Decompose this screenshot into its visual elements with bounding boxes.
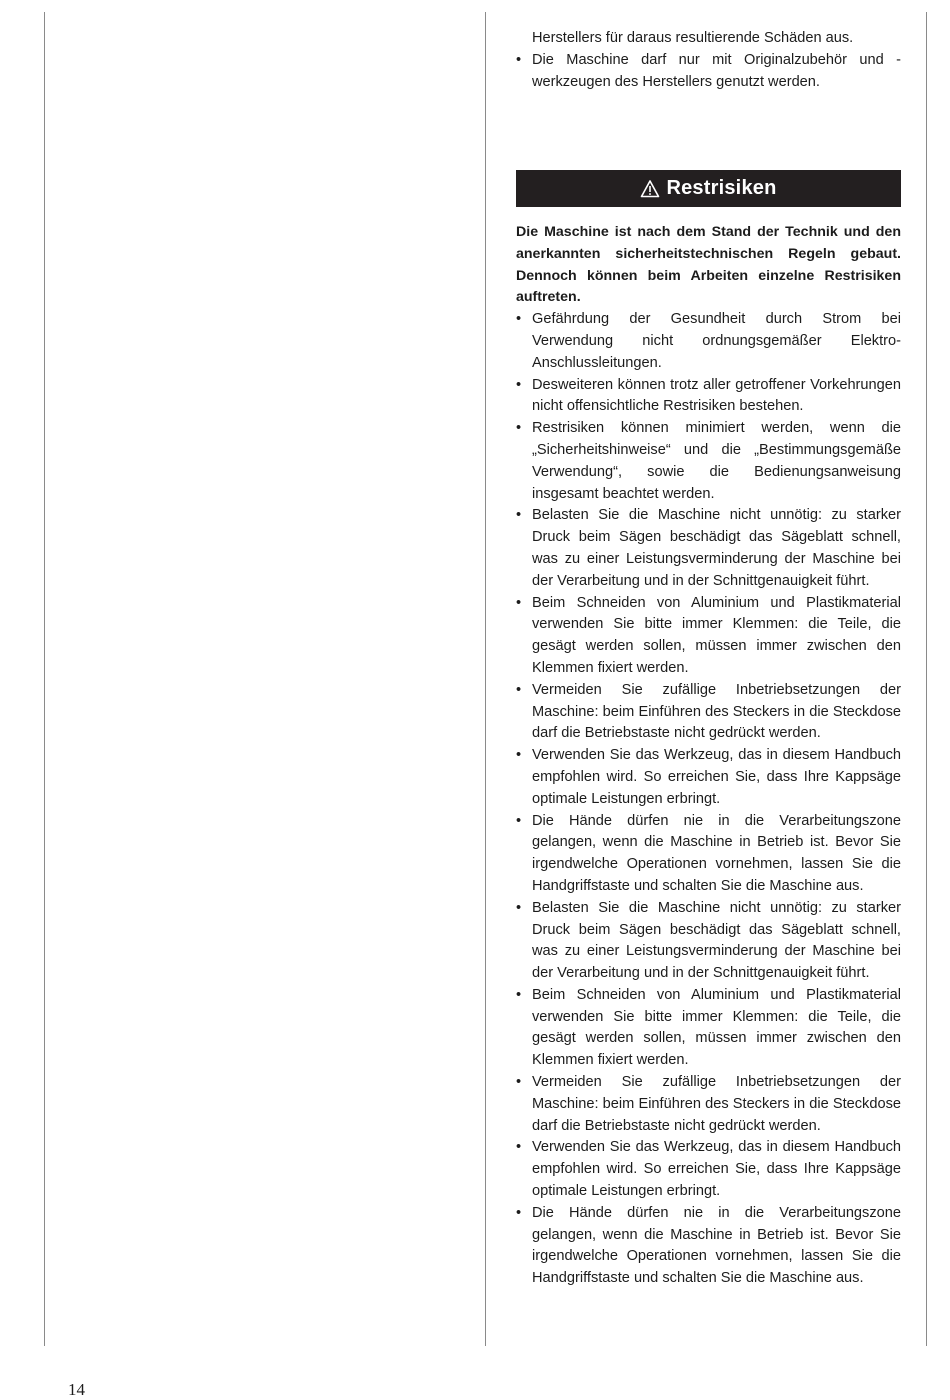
list-item-text: Verwenden Sie das Werkzeug, das in diesem Handbuch empfohlen wird. So erreichen Sie, dass Ihre Kappsäge optimale Leistungen erbringt.: [532, 1139, 901, 1200]
list-item: [516, 375, 901, 419]
list-item: [516, 898, 901, 985]
list-item-text: Die Hände dürfen nie in die Verarbeitungszone gelangen, wenn die Maschine in Betrieb ist. Bevor Sie irgendwelche Operationen vornehmen, lassen Sie die Handgriffstaste und schalten Sie die Maschine aus.: [532, 1204, 901, 1287]
section-heading-bar: [516, 170, 901, 207]
bullet-symbol: •: [516, 594, 522, 611]
list-item-text: Beim Schneiden von Aluminium und Plastikmaterial verwenden Sie bitte immer Klemmen: die Teile, die gesägt werden sollen, müssen immer zwischen den Klemmen fixiert werden.: [532, 594, 901, 676]
list-item-text: Verwenden Sie das Werkzeug, das in diesem Handbuch empfohlen wird. So erreichen Sie, dass Ihre Kappsäge optimale Leistungen erbringt.: [532, 747, 901, 807]
list-item-text: Belasten Sie die Maschine nicht unnötig: zu starker Druck beim Sägen beschädigt das Sägeblatt schnell, was zu einer Leistungsverminderung der Maschine bei der Verarbeitung und in der Schnittgenauigkeit führt.: [532, 507, 901, 589]
bullet-symbol: •: [516, 1139, 522, 1156]
list-item-text: Die Maschine darf nur mit Originalzubehör und -werkzeugen des Herstellers genutzt werden.: [532, 51, 901, 90]
list-item: [516, 50, 901, 94]
list-item-text: Gefährdung der Gesundheit durch Strom bei Verwendung nicht ordnungsgemäßer Elektro-Anschlussleitungen.: [532, 311, 901, 371]
top-text-block: [516, 28, 901, 93]
bullet-symbol: •: [516, 899, 522, 916]
bullet-symbol: •: [516, 986, 522, 1003]
list-item-text: Vermeiden Sie zufällige Inbetriebsetzungen der Maschine: beim Einführen des Steckers in die Steckdose darf die Betriebstaste nicht gedrückt werden.: [532, 1074, 901, 1134]
list-item: [516, 593, 901, 680]
list-item-text: Restrisiken können minimiert werden, wenn die „Sicherheitshinweise“ und die „Bestimmungsgemäße Verwendung“, sowie die Bedienungsanweisung insgesamt beachtet werden.: [532, 420, 901, 502]
list-item: [516, 309, 901, 374]
bullet-symbol: •: [516, 747, 522, 764]
list-item: [516, 505, 901, 592]
bullet-symbol: •: [516, 507, 522, 524]
bullet-symbol: •: [516, 51, 522, 68]
list-item: [516, 1072, 901, 1137]
list-item-text: Vermeiden Sie zufällige Inbetriebsetzungen der Maschine: beim Einführen des Steckers in die Steckdose darf die Betriebstaste nicht gedrückt werden.: [532, 681, 901, 742]
column-divider-rule: [485, 12, 486, 1346]
list-item-text: Desweiteren können trotz aller getroffener Vorkehrungen nicht offensichtliche Restrisiken bestehen.: [532, 376, 901, 415]
list-item: [516, 680, 901, 745]
section-intro: Die Maschine ist nach dem Stand der Technik und den anerkannten sicherheitstechnischen Regeln gebaut. Dennoch können beim Arbeiten einzelne Restrisiken auftreten.: [516, 224, 901, 306]
bullet-symbol: •: [516, 1074, 522, 1091]
section-heading: Restrisiken: [666, 176, 777, 199]
bullet-symbol: •: [516, 420, 522, 437]
right-margin-rule: [926, 12, 927, 1346]
bullet-symbol: •: [516, 376, 522, 393]
list-item: [516, 745, 901, 810]
list-item: [516, 1137, 901, 1202]
warning-triangle-icon: [640, 179, 660, 199]
restrisiken-section: [516, 170, 901, 1290]
top-bullet-list: [516, 50, 901, 94]
page-number: 14: [68, 1380, 85, 1399]
bullet-symbol: •: [516, 1204, 522, 1221]
restrisiken-bullet-list: [516, 309, 901, 1290]
bullet-symbol: •: [516, 812, 522, 829]
list-item: [516, 1203, 901, 1290]
list-item-text: Belasten Sie die Maschine nicht unnötig: zu starker Druck beim Sägen beschädigt das Sägeblatt schnell, was zu einer Leistungsverminderung der Maschine bei der Verarbeitung und in der Schnittgenauigkeit führt.: [532, 899, 901, 982]
continued-paragraph: Herstellers für daraus resultierende Schäden aus.: [532, 30, 854, 46]
list-item-text: Die Hände dürfen nie in die Verarbeitungszone gelangen, wenn die Maschine in Betrieb ist. Bevor Sie irgendwelche Operationen vornehmen, lassen Sie die Handgriffstaste und schalten Sie die Maschine aus.: [532, 812, 901, 894]
list-item: [516, 985, 901, 1072]
list-item-text: Beim Schneiden von Aluminium und Plastikmaterial verwenden Sie bitte immer Klemmen: die Teile, die gesägt werden sollen, müssen immer zwischen den Klemmen fixiert werden.: [532, 986, 901, 1069]
bullet-symbol: •: [516, 311, 522, 328]
list-item: [516, 811, 901, 898]
list-item: [516, 418, 901, 505]
left-margin-rule: [44, 12, 45, 1346]
bullet-symbol: •: [516, 681, 522, 698]
